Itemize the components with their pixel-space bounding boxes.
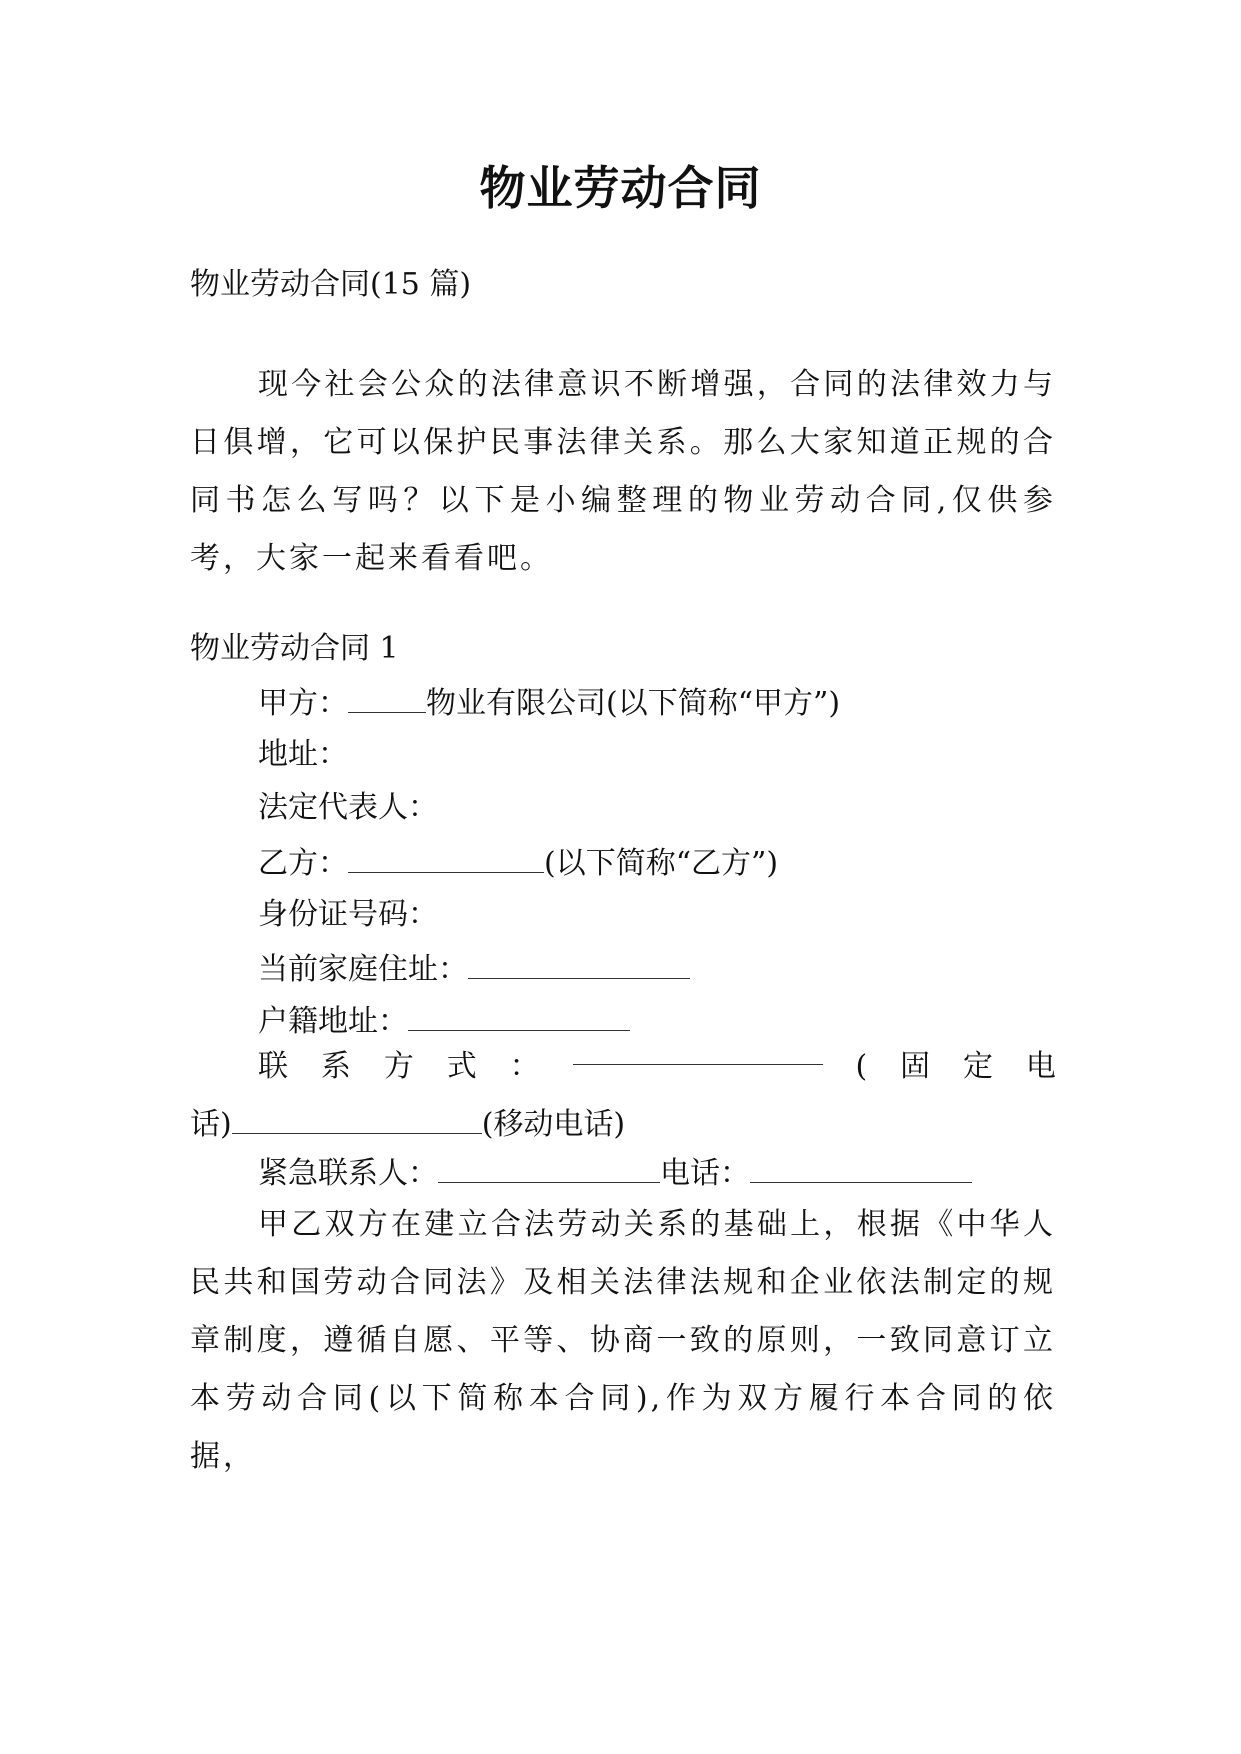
intro-paragraph <box>190 356 1056 588</box>
party-a-label: 甲方： <box>258 686 348 721</box>
contact-char: ： <box>509 1049 540 1084</box>
home-address-line <box>258 952 690 985</box>
party-b-line <box>258 846 778 879</box>
household-address-line <box>258 1004 630 1037</box>
emergency-phone-blank <box>750 1156 972 1183</box>
document-title: 物业劳动合同 <box>479 161 762 215</box>
contact-line2-prefix: 话) <box>190 1107 232 1142</box>
body-text: 甲乙双方在建立合法劳动关系的基础上，根据《中华人民共和国劳动合同法》及相关法律法规和企业依法制定的规章制度，遵循自愿、平等、协商一致的原则，一致同意订立本劳动合同(以下简称本合同),作为双方履行本合同的依据， <box>190 1207 1056 1474</box>
emergency-phone-label: 电话： <box>660 1156 750 1191</box>
contact-char: 式 <box>446 1049 477 1084</box>
section-heading: 物业劳动合同 1 <box>190 631 399 666</box>
fixed-char: ( <box>855 1049 868 1084</box>
legal-rep-label: 法定代表人： <box>258 790 438 825</box>
household-address-label: 户籍地址： <box>258 1004 408 1039</box>
emergency-contact-line <box>258 1156 972 1189</box>
fixed-char: 固 <box>900 1049 931 1084</box>
party-b-suffix: (以下简称“乙方”) <box>544 846 779 881</box>
contact-char: 系 <box>320 1049 351 1084</box>
household-address-blank <box>408 1004 630 1031</box>
emergency-contact-blank <box>438 1156 660 1183</box>
fixed-char: 定 <box>962 1049 993 1084</box>
party-a-suffix: 物业有限公司(以下简称“甲方”) <box>426 686 841 721</box>
contact-char: 方 <box>383 1049 414 1084</box>
document-subtitle: 物业劳动合同(15 篇) <box>190 267 472 302</box>
contact-block <box>190 1038 1056 1154</box>
mobile-phone-label: (移动电话) <box>481 1107 626 1142</box>
mobile-phone-blank <box>232 1107 482 1134</box>
fixed-phone-blank <box>573 1038 823 1065</box>
party-a-line <box>258 686 840 719</box>
body-paragraph <box>190 1196 1056 1486</box>
party-a-blank <box>348 686 426 713</box>
contact-row <box>190 1038 1056 1096</box>
address-label: 地址： <box>258 737 348 772</box>
id-number-label: 身份证号码： <box>258 897 438 932</box>
emergency-contact-label: 紧急联系人： <box>258 1156 438 1191</box>
contact-row-2 <box>190 1096 1056 1154</box>
intro-text: 现今社会公众的法律意识不断增强，合同的法律效力与日俱增，它可以保护民事法律关系。那么大家知道正规的合同书怎么写吗？以下是小编整理的物业劳动合同,仅供参考，大家一起来看看吧。 <box>190 367 1056 576</box>
home-address-label: 当前家庭住址： <box>258 952 468 987</box>
party-b-blank <box>348 846 544 873</box>
contact-char: 联 <box>258 1049 288 1084</box>
home-address-blank <box>468 952 690 979</box>
party-b-label: 乙方： <box>258 846 348 881</box>
fixed-char: 电 <box>1025 1049 1056 1084</box>
